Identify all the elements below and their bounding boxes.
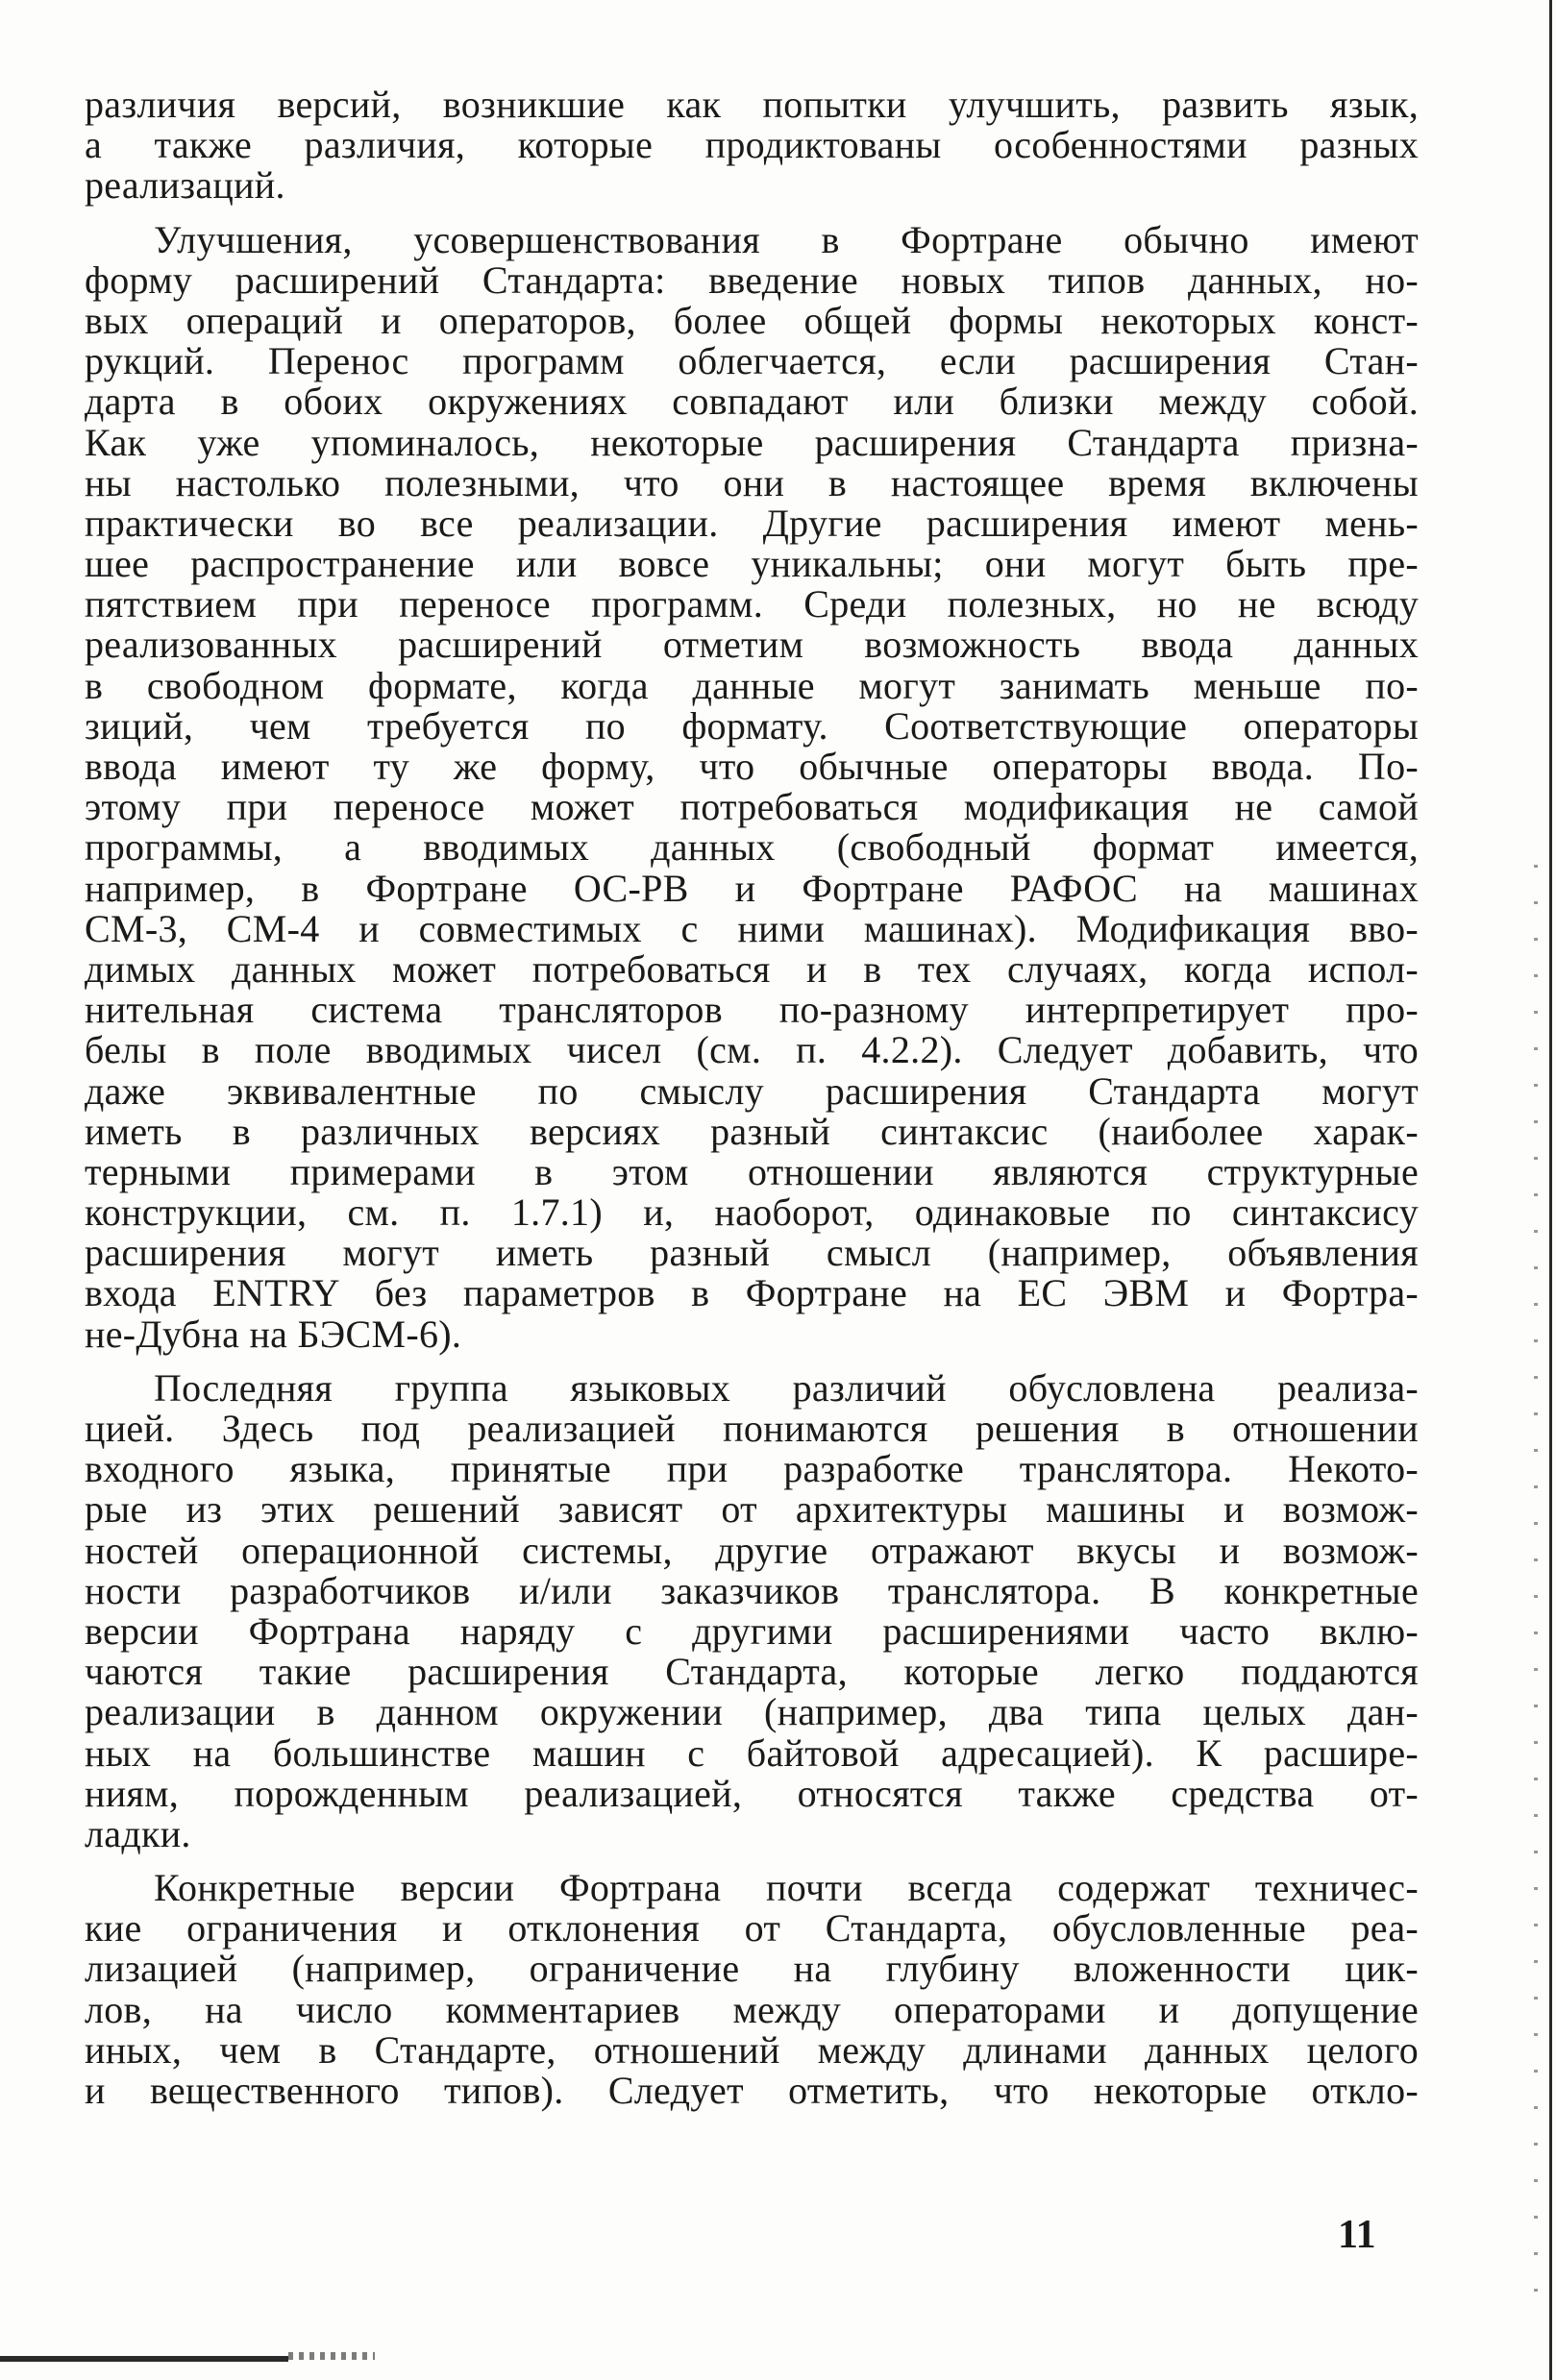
text-line: реализаций.: [85, 163, 285, 208]
text-line: иметь в различных версиях разный синтаксис (наиболее харак-: [85, 1109, 1419, 1153]
text-line: шее распространение или вовсе уникальны; они могут быть пре-: [85, 542, 1419, 586]
text-line: даже эквивалентные по смыслу расширения Стандарта могут: [85, 1068, 1419, 1113]
text-line: реализации в данном окружении (например, два типа целых дан-: [85, 1690, 1419, 1734]
text-line: рые из этих решений зависят от архитектуры машины и возмож-: [85, 1487, 1419, 1532]
text-line: а также различия, которые продиктованы особенностями разных: [85, 123, 1419, 167]
text-line: реализованных расширений отметим возможность ввода данных: [85, 623, 1419, 667]
scan-bottom-mark-tail: [288, 2352, 375, 2360]
text-line: конструкции, см. п. 1.7.1) и, наоборот, одинаковые по синтаксису: [85, 1190, 1419, 1235]
paragraph: [85, 217, 1419, 1356]
text-line: форму расширений Стандарта: введение новых типов данных, но-: [85, 258, 1419, 302]
text-line: ности разработчиков и/или заказчиков транслятора. В конкретные: [85, 1568, 1419, 1612]
text-line: белы в поле вводимых чисел (см. п. 4.2.2). Следует добавить, что: [85, 1028, 1419, 1072]
text-line: нительная система трансляторов по-разному интерпретирует про-: [85, 988, 1419, 1032]
text-line: зиций, чем требуется по формату. Соответствующие операторы: [85, 703, 1419, 748]
text-line: иных, чем в Стандарте, отношений между длинами данных целого: [85, 2027, 1419, 2072]
text-line: рукций. Перенос программ облегчается, если расширения Стан-: [85, 339, 1419, 383]
text-line: лизацией (например, ограничение на глубину вложенности цик-: [85, 1947, 1419, 1991]
text-line: ны настолько полезными, что они в настоящее время включены: [85, 460, 1419, 504]
text-line: цией. Здесь под реализацией понимаются решения в отношении: [85, 1407, 1419, 1450]
page-edge-shadow: [1549, 0, 1552, 2380]
text-line: расширения могут иметь разный смысл (например, объявления: [85, 1231, 1419, 1275]
text-line: чаются такие расширения Стандарта, которые легко поддаются: [85, 1650, 1419, 1694]
text-line: СМ-3, СМ-4 и совместимых с ними машинах). Модификация вво-: [85, 906, 1419, 950]
text-line: Как уже упоминалось, некоторые расширения Стандарта призна-: [85, 420, 1419, 464]
text-line: и вещественного типов). Следует отметить, что некоторые откло-: [85, 2069, 1419, 2112]
text-line: этому при переносе может потребоваться модификация не самой: [85, 785, 1419, 829]
text-line: пятствием при переносе программ. Среди полезных, но не всюду: [85, 582, 1419, 626]
text-line: ных на большинстве машин с байтовой адресацией). К расшире-: [85, 1730, 1419, 1775]
text-line: димых данных может потребоваться и в тех случаях, когда испол-: [85, 946, 1419, 991]
text-line: Конкретные версии Фортрана почти всегда содержат техничес-: [154, 1866, 1419, 1910]
text-line: Улучшения, усовершенствования в Фортране обычно имеют: [154, 217, 1419, 261]
body-text: [85, 85, 1419, 2111]
text-line: практически во все реализации. Другие расширения имеют мень-: [85, 501, 1419, 545]
text-line: в свободном формате, когда данные могут занимать меньше по-: [85, 663, 1419, 707]
paragraph: [85, 85, 1419, 207]
text-line: лов, на число комментариев между операторами и допущение: [85, 1987, 1419, 2031]
text-line: входного языка, принятые при разработке транслятора. Некото-: [85, 1447, 1419, 1491]
text-line: дарта в обоих окружениях совпадают или близки между собой.: [85, 380, 1419, 424]
page-number: 11: [1338, 2213, 1376, 2257]
text-line: ввода имеют ту же форму, что обычные операторы ввода. По-: [85, 745, 1419, 788]
scan-bottom-mark: [0, 2356, 288, 2362]
text-line: терными примерами в этом отношении являются структурные: [85, 1149, 1419, 1193]
text-line: ниям, порожденным реализацией, относятся также средства от-: [85, 1771, 1419, 1815]
text-line: программы, а вводимых данных (свободный формат имеется,: [85, 825, 1419, 870]
text-line: Последняя группа языковых различий обусловлена реализа-: [154, 1365, 1419, 1410]
paragraph: [85, 1868, 1419, 2111]
text-line: различия версий, возникшие как попытки улучшить, развить язык,: [85, 83, 1419, 126]
text-line: входа ENTRY без параметров в Фортране на ЕС ЭВМ и Фортра-: [85, 1271, 1419, 1315]
text-line: кие ограничения и отклонения от Стандарта, обусловленные реа-: [85, 1906, 1419, 1951]
paragraph: [85, 1365, 1419, 1855]
text-line: ладки.: [85, 1811, 191, 1855]
text-line: ностей операционной системы, другие отражают вкусы и возмож-: [85, 1528, 1419, 1572]
text-line: например, в Фортране ОС-РВ и Фортране РАФОС на машинах: [85, 866, 1419, 910]
text-line: версии Фортрана наряду с другими расширениями часто вклю-: [85, 1608, 1419, 1653]
text-line: не-Дубна на БЭСМ-6).: [85, 1312, 462, 1356]
scan-speckle: [1534, 865, 1538, 2306]
text-line: вых операций и операторов, более общей формы некоторых конст-: [85, 298, 1419, 342]
